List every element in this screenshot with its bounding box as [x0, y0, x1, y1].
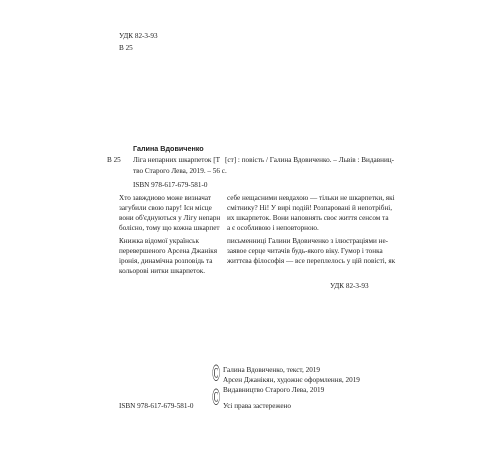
annotation-left-line: Хто завждиово може визначат [119, 194, 212, 202]
annotation-right-line: а є особливою і неповторною. [227, 224, 319, 232]
copyright-line: Арсен Джанікян, художнє оформлення, 2019 [223, 376, 360, 384]
rights-reserved: Усі права застережено [223, 402, 291, 410]
annotation-right-line: письменниці Галини Вдовиченко з ілюстраціями не- [227, 237, 389, 245]
annotation-right-line: життєва філософія — все переплелось у цій повісті, як [227, 257, 396, 265]
annotation-left-line: Книжка відомої українськ [119, 237, 199, 245]
isbn-main: ISBN 978-617-679-581-0 [133, 181, 208, 189]
copyright-icon: © © [212, 361, 221, 411]
author-name: Галина Вдовиченко [133, 144, 204, 153]
publisher-line: тво Старого Лева, 2019. – 56 с. [133, 167, 227, 175]
annotation-left-line: загубили свою пару! Існ місце [119, 204, 212, 212]
isbn-bottom: ISBN 978-617-679-581-0 [119, 402, 194, 410]
annotation-right-line: себе нещасними невдахою — тільки не шкарпетки, які [227, 194, 395, 202]
title-right-fragment: [ст] : повість / Галина Вдовиченко. – Львів : Видавниц- [225, 156, 395, 164]
annotation-left-line: перевершеного Арсена Джанікя [119, 247, 218, 255]
udk-code-top: УДК 82-3-93 [119, 32, 158, 40]
copyright-line: Видавництво Старого Лева, 2019 [223, 386, 325, 394]
bbk-code-top: В 25 [119, 44, 133, 52]
udk-code-bottom: УДК 82-3-93 [330, 282, 369, 290]
annotation-right-line: их шкарпеток. Вони наповнять своє життя сенсом та [227, 214, 389, 222]
bbk-code-card: В 25 [107, 156, 121, 164]
annotation-right-line: смітнику? Ні! У вирі подій! Розпаровані й непотрібні, [227, 204, 393, 212]
annotation-left-line: кольорові нитки шкарпеток. [119, 267, 206, 275]
annotation-right-line: заявое серце читачів будь-якого віку. Гумор і тонка [227, 247, 383, 255]
annotation-left-line: болісно, тому що кожна шкарпет [119, 224, 220, 232]
copyright-line: Галина Вдовиченко, текст, 2019 [223, 366, 320, 374]
title-left-fragment: Ліга непарних шкарпеток [Т [133, 156, 221, 164]
annotation-left-line: вони об'єднуються у Лігу непарн [119, 214, 221, 222]
annotation-left-line: іронія, динамічна розповідь та [119, 257, 213, 265]
